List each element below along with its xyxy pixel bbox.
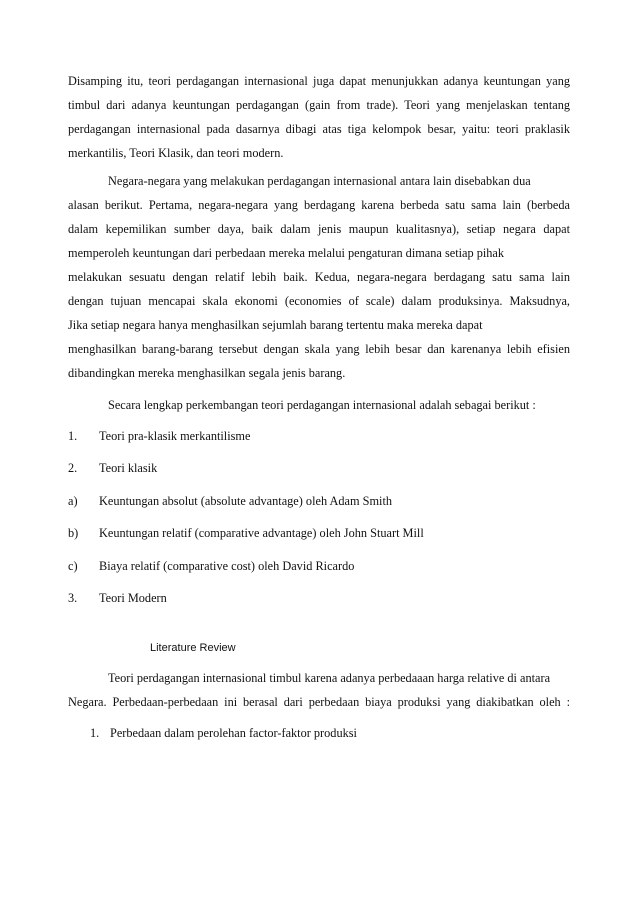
list-item-text: Teori Modern: [99, 591, 167, 605]
list-item-number: c): [68, 559, 78, 573]
paragraph-2-line-3: dalam kepemilikan sumber daya, baik dalam jenis maupun kualitasnya), setiap negara dapat: [68, 222, 570, 236]
paragraph-1-line-2: timbul dari adanya keuntungan perdagangan (gain from trade). Teori yang menjelaskan tentang: [68, 98, 570, 112]
list-item-text: Teori klasik: [99, 461, 158, 475]
sublist-item-number: 1.: [90, 726, 100, 740]
paragraph-3: Secara lengkap perkembangan teori perdagangan internasional adalah sebagai berikut :: [108, 398, 536, 412]
paragraph-2-line-7: Jika setiap negara hanya menghasilkan sejumlah barang tertentu maka mereka dapat: [68, 318, 483, 332]
literature-review-heading: Literature Review: [150, 642, 236, 654]
paragraph-2-line-1: Negara-negara yang melakukan perdagangan internasional antara lain disebabkan dua: [108, 174, 531, 188]
paragraph-2-line-8: menghasilkan barang-barang tersebut dengan skala yang lebih besar dan karenanya lebih efisien: [68, 342, 570, 356]
paragraph-1-line-1: Disamping itu, teori perdagangan internasional juga dapat menunjukkan adanya keuntungan yang: [68, 74, 570, 88]
list-item-number: 2.: [68, 461, 78, 475]
list-item-number: b): [68, 526, 79, 540]
list-item-text: Biaya relatif (comparative cost) oleh David Ricardo: [99, 559, 355, 573]
list-item-text: Teori pra-klasik merkantilisme: [99, 429, 251, 443]
list-item-number: 3.: [68, 591, 78, 605]
paragraph-4-line-1: Teori perdagangan internasional timbul karena adanya perbedaaan harga relative di antara: [108, 671, 551, 685]
sublist-item-text: Perbedaan dalam perolehan factor-faktor produksi: [110, 726, 357, 740]
list-item-text: Keuntungan absolut (absolute advantage) oleh Adam Smith: [99, 494, 393, 508]
list-item-number: a): [68, 494, 78, 508]
paragraph-2-line-5: melakukan sesuatu dengan relatif lebih baik. Kedua, negara-negara berdagang satu sama lain: [68, 270, 570, 284]
paragraph-1-line-3: perdagangan internasional pada dasarnya dibagi atas tiga kelompok besar, yaitu: teori praklasik: [68, 122, 570, 136]
list-item-text: Keuntungan relatif (comparative advantage) oleh John Stuart Mill: [99, 526, 424, 540]
paragraph-2-line-2: alasan berikut. Pertama, negara-negara yang berdagang karena berbeda satu sama lain (berbeda: [68, 198, 570, 212]
paragraph-4-line-2: Negara. Perbedaan-perbedaan ini berasal dari perbedaan biaya produksi yang diakibatkan oleh :: [68, 695, 570, 709]
paragraph-2-line-4: memperoleh keuntungan dari perbedaan mereka melalui pengaturan dimana setiap pihak: [68, 246, 505, 260]
list-item-number: 1.: [68, 429, 78, 443]
paragraph-2-line-9: dibandingkan mereka menghasilkan segala jenis barang.: [68, 366, 346, 380]
paragraph-2-line-6: dengan tujuan mencapai skala ekonomi (economies of scale) dalam produksinya. Maksudnya,: [68, 294, 570, 308]
paragraph-1-line-4: merkantilis, Teori Klasik, dan teori modern.: [68, 146, 284, 160]
